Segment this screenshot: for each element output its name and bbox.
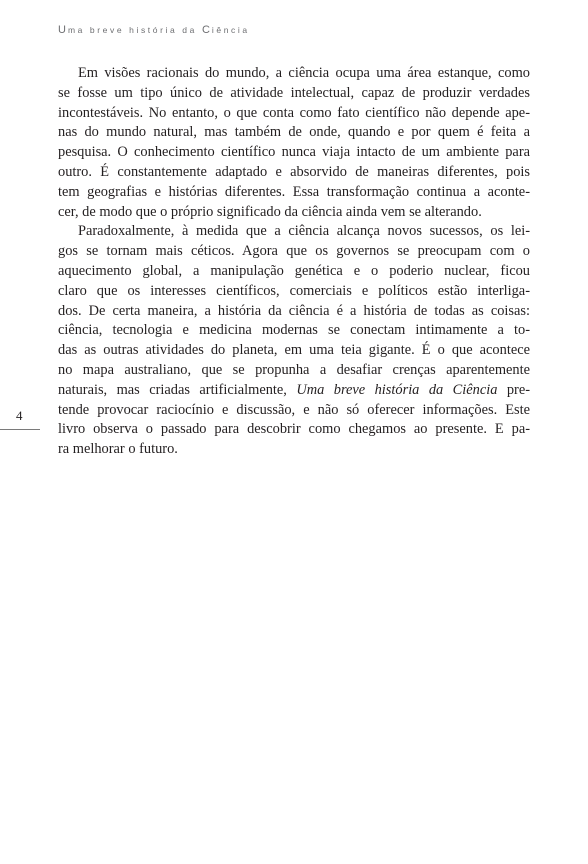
text-line: das as outras atividades do planeta, em uma teia gigante. É o que acontece [58, 342, 530, 359]
text-line: cer, de modo que o próprio significado da ciência ainda vem se alterando. [58, 203, 482, 220]
running-head-text: ma breve história da [67, 25, 202, 35]
text-line: ra melhorar o futuro. [58, 441, 178, 458]
text-line: aquecimento global, a manipulação genética e o poderio nuclear, ficou [58, 262, 530, 279]
text-line: claro que os interesses científicos, comerciais e políticos estão interliga- [58, 282, 530, 299]
text-line: ciência, tecnologia e medicina modernas se conectam intimamente a to- [58, 322, 530, 339]
text-line: pesquisa. O conhecimento científico nunca viaja intacto de um ambiente para [58, 144, 530, 161]
text-line: gos se tornam mais céticos. Agora que os governos se preocupam com o [58, 243, 530, 260]
text-line: no mapa australiano, que se propunha a desafiar crenças aparentemente [58, 361, 530, 378]
text-line: outro. É constantemente adaptado e absorvido de maneiras diferentes, pois [58, 163, 530, 180]
text-line: Em visões racionais do mundo, a ciência ocupa uma área estanque, como [78, 65, 530, 81]
paragraph-1 [58, 64, 530, 222]
text-line: tem geografias e histórias diferentes. Essa transformação continua a aconte- [58, 183, 530, 200]
running-head-initial: C [201, 24, 212, 36]
text-line: dos. De certa maneira, a história da ciência é a história de todas as coisas: [58, 302, 530, 319]
text-line-with-book-title [58, 381, 530, 401]
text-fragment: pre- [497, 381, 531, 398]
page-number-rule [0, 429, 40, 430]
book-title: Uma breve história da Ciência [296, 381, 498, 398]
body-text [58, 64, 530, 460]
text-line: Paradoxalmente, à medida que a ciência alcança novos sucessos, os lei- [78, 223, 530, 240]
running-head-initial: U [58, 24, 68, 36]
text-line: nas do mundo natural, mas também de onde, quando e por quem é feita a [58, 124, 530, 141]
running-head [58, 24, 250, 36]
paragraph-2 [58, 222, 530, 460]
text-fragment: naturais, mas criadas artificialmente, [58, 381, 297, 398]
text-line: livro observa o passado para descobrir como chegamos ao presente. E pa- [58, 421, 530, 438]
text-line: se fosse um tipo único de atividade intelectual, capaz de produzir verdades [58, 84, 530, 101]
running-head-text: iência [211, 25, 250, 35]
text-line: tende provocar raciocínio e discussão, e não só oferecer informações. Este [58, 401, 530, 418]
page-number: 4 [16, 408, 23, 423]
text-line: incontestáveis. No entanto, o que conta como fato científico não depende ape- [58, 104, 530, 121]
